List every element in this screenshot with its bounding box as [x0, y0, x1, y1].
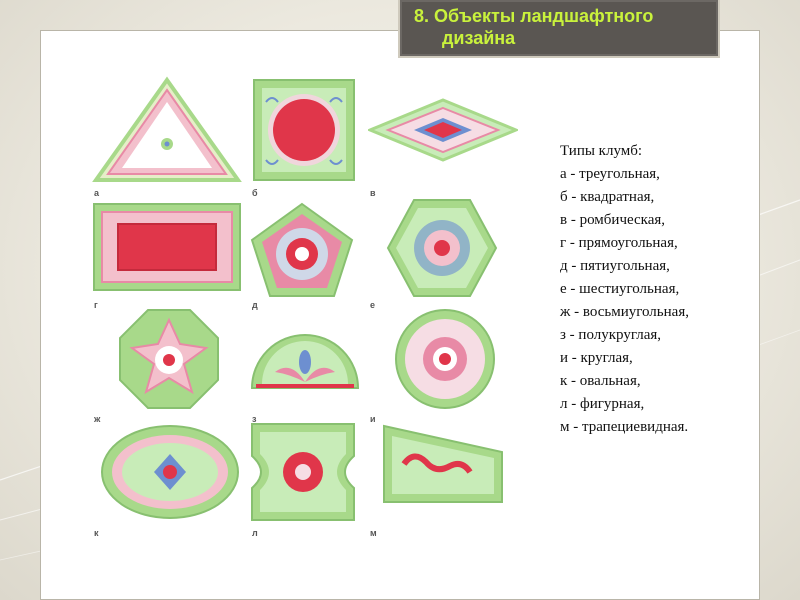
slide-title-line1: 8. Объекты ландшафтного [414, 6, 654, 26]
flowerbed-semicircular-image [250, 328, 360, 390]
flowerbed-pentagonal-image [250, 202, 354, 298]
flowerbed-square-image [252, 78, 356, 182]
caption-item: е - шестиугольная, [560, 281, 680, 297]
figure-label-b: б [252, 188, 258, 198]
figure-label-i: и [370, 414, 376, 424]
caption-item: м - трапециевидная. [560, 419, 689, 435]
flowerbed-types-caption [560, 140, 689, 439]
flowerbed-oval-image [100, 424, 240, 520]
figure-label-v: в [370, 188, 376, 198]
figure-label-m: м [370, 528, 377, 538]
figure-label-l: л [252, 528, 258, 538]
caption-item: и - круглая, [560, 350, 633, 366]
caption-item: з - полукруглая, [560, 327, 662, 343]
flowerbed-triangular-image [92, 76, 242, 186]
figure-label-zh: ж [94, 414, 101, 424]
caption-item: г - прямоугольная, [560, 235, 678, 251]
caption-heading: Типы клумб: [560, 143, 643, 159]
caption-item: л - фигурная, [560, 396, 645, 412]
slide-title-line2: дизайна [442, 28, 516, 48]
flowerbed-rhombic-image [368, 98, 518, 162]
caption-item: а - треугольная, [560, 166, 660, 182]
flowerbed-trapezoidal-image [382, 424, 504, 504]
caption-item: ж - восьмиугольная, [560, 304, 689, 320]
flowerbed-circular-image [394, 308, 496, 410]
flowerbed-rectangular-image [92, 202, 242, 292]
figure-label-e: е [370, 300, 376, 310]
figure-label-z: з [252, 414, 257, 424]
flowerbed-figured-image [250, 422, 356, 522]
figure-label-k: к [94, 528, 99, 538]
caption-item: к - овальная, [560, 373, 641, 389]
flowerbed-hexagonal-image [386, 198, 498, 298]
caption-item: д - пятиугольная, [560, 258, 670, 274]
slide-title-box [398, 0, 720, 58]
caption-item: б - квадратная, [560, 189, 655, 205]
flowerbed-octagonal-image [118, 308, 220, 410]
figure-label-g: г [94, 300, 98, 310]
figure-label-d: д [252, 300, 258, 310]
caption-item: в - ромбическая, [560, 212, 666, 228]
figure-label-a: а [94, 188, 100, 198]
